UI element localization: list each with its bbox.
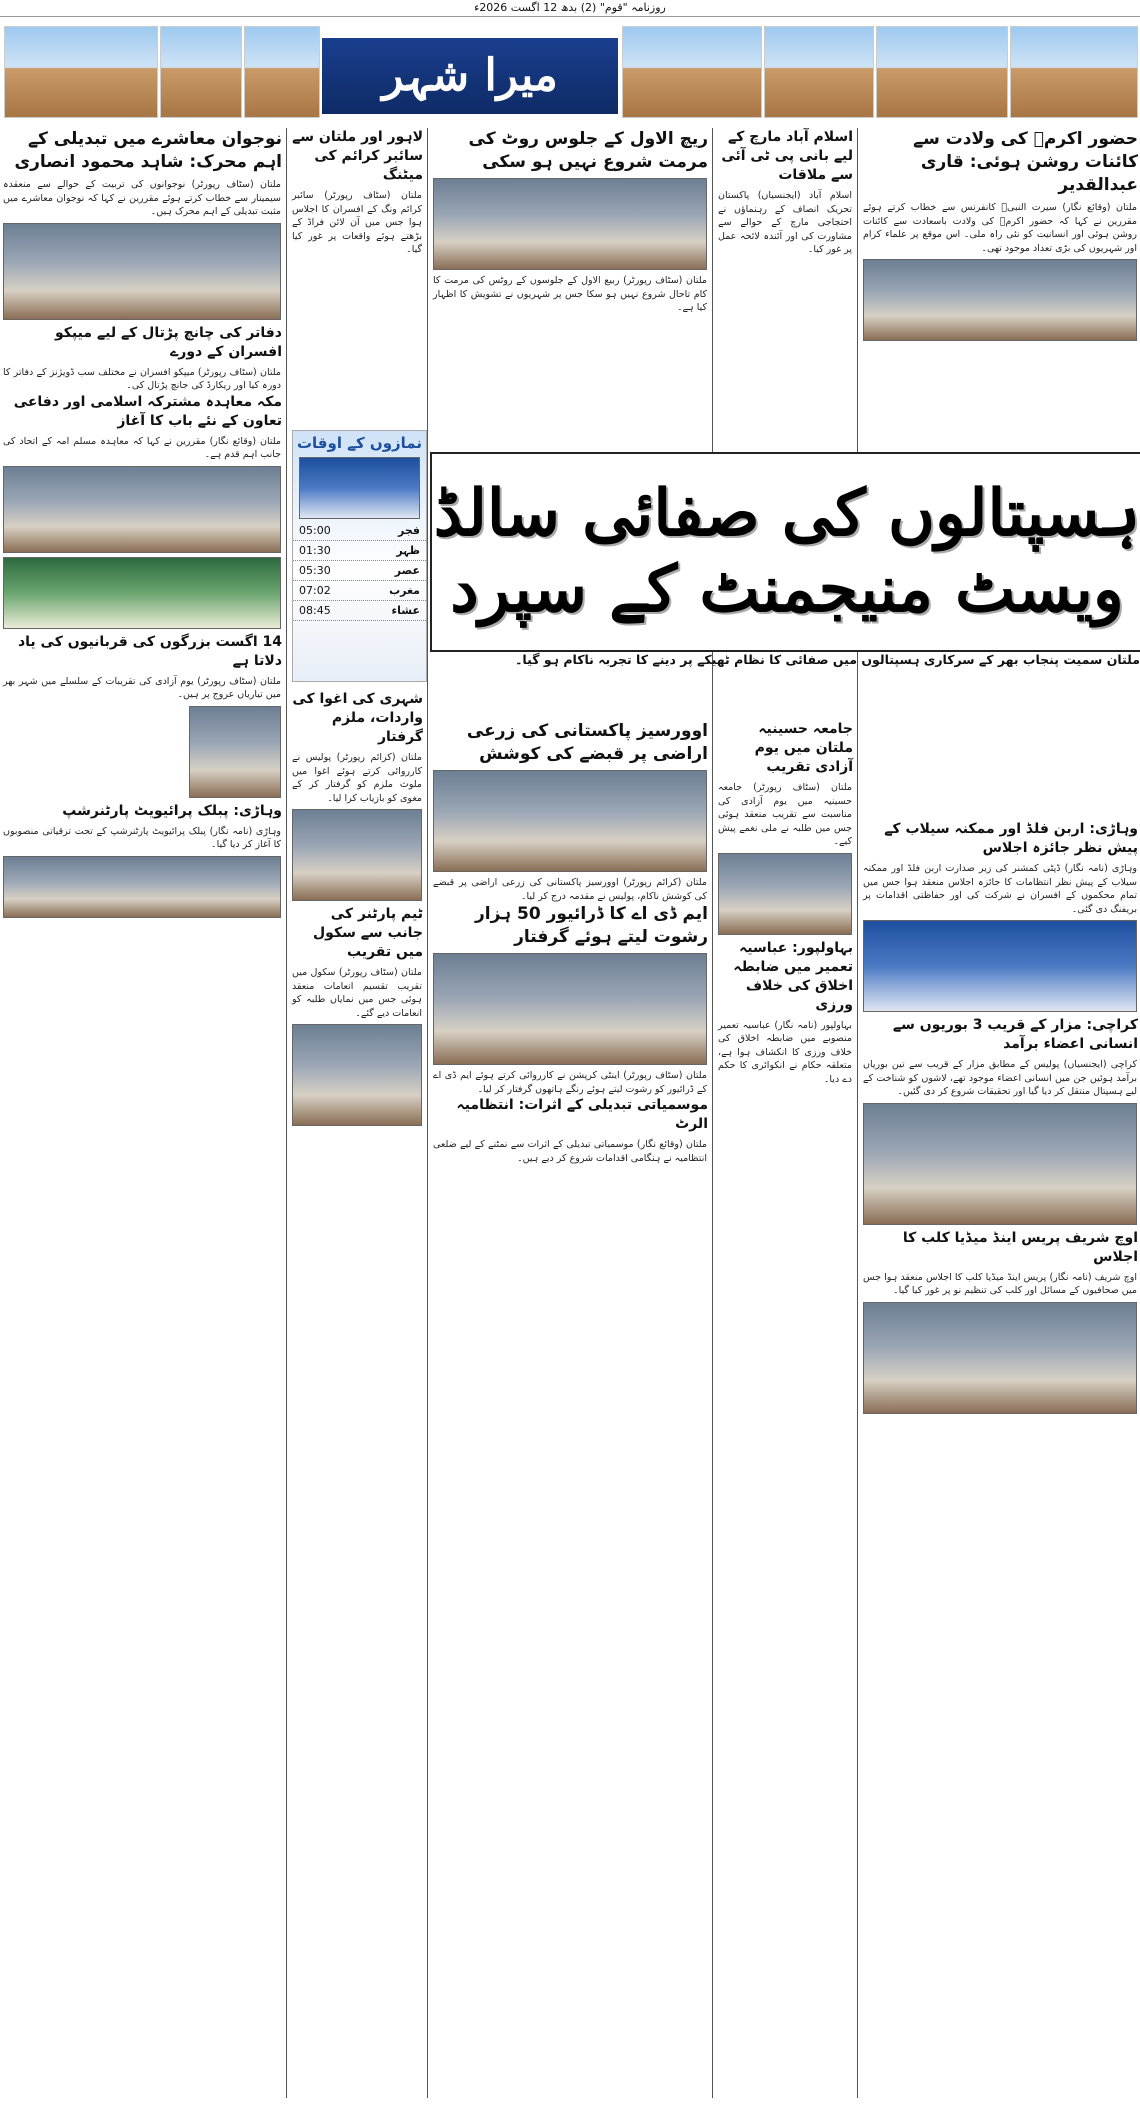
- article-body: ملتان (وقائع نگار) موسمیاتی تبدیلی کے اثرات سے نمٹنے کے لیے ضلعی انتظامیہ نے ہنگامی اقدامات شروع کر دیے ہیں۔: [433, 1139, 707, 1164]
- prayer-name: فجر: [398, 524, 420, 537]
- main-subline: ملتان سمیت پنجاب بھر کے سرکاری ہسپتالوں میں صفائی کا نظام ٹھیکے پر دینے کا تجربہ ناکام ہو گیا۔: [515, 652, 1140, 667]
- article-body: ملتان (سٹاف رپورٹر) ربیع الاول کے جلوسوں کے روٹس کی مرمت کا کام تاحال شروع نہیں ہو سکا جس پر شہریوں نے تشویش کا اظہار کیا ہے۔: [433, 275, 707, 313]
- photo-seminar: [3, 223, 281, 320]
- prayer-time: 08:45: [299, 604, 331, 617]
- masthead-photo-clocktower: [876, 26, 1008, 118]
- prayer-time: 05:00: [299, 524, 331, 537]
- prayer-row: [293, 581, 426, 601]
- main-headline-box: [430, 452, 1140, 652]
- photo-officials: [433, 178, 707, 270]
- column-rule: [286, 128, 287, 2098]
- headline: نوجوان معاشرے میں تبدیلی کے اہم محرک: شاہد محمود انصاری: [14, 129, 282, 172]
- headline: مکہ معاہدہ مشترکہ اسلامی اور دفاعی تعاون کے نئے باب کا آغاز: [13, 393, 282, 429]
- column-4-top: [289, 128, 425, 428]
- prayer-time: 01:30: [299, 544, 331, 557]
- headline: موسمیاتی تبدیلی کے اثرات: انتظامیہ الرٹ: [456, 1097, 708, 1132]
- article-body: بہاولپور (نامہ نگار) عباسیہ تعمیر منصوبے میں ضابطہ اخلاق کی خلاف ورزی کا انکشاف ہوا ہے، متعلقہ حکام نے انکوائری کا حکم دے دیا۔: [718, 1019, 852, 1085]
- column-3-lower: [430, 720, 710, 2090]
- column-rule: [712, 128, 713, 2098]
- headline: دفاتر کی چانچ پڑتال کے لیے میپکو افسران کے دورے: [55, 324, 282, 360]
- headline: جامعہ حسینیہ ملتان میں یوم آزادی تقریب: [754, 721, 853, 775]
- article-body: اوچ شریف (نامہ نگار) پریس اینڈ میڈیا کلب کا اجلاس منعقد ہوا جس میں صحافیوں کے مسائل اور کلب کی تنظیم نو پر غور کیا گیا۔: [863, 1271, 1137, 1296]
- article-body: ملتان (سٹاف رپورٹر) سکول میں تقریب تقسیم انعامات منعقد ہوئی جس میں نمایاں طلبہ کو انعامات دیے گئے۔: [292, 967, 422, 1019]
- prayer-times-box: [292, 430, 427, 682]
- headline: اوچ شریف پریس اینڈ میڈیا کلب کا اجلاس: [902, 1229, 1138, 1265]
- main-headline: ہسپتالوں کی صفائی سالڈ ویسٹ منیجمنٹ کے سپرد: [433, 476, 1140, 627]
- photo-meeting: [863, 920, 1137, 1012]
- headline: ٹیم پارٹنر کی جانب سے سکول میں تقریب: [313, 906, 423, 960]
- prayer-name: عشاء: [391, 604, 420, 617]
- headline: ایم ڈی اے کا ڈرائیور 50 ہزار رشوت لیتے ہوئے گرفتار: [474, 904, 708, 947]
- photo-police: [292, 1024, 422, 1126]
- column-4-lower: [289, 690, 425, 2090]
- header-line: روزنامہ "قوم" (2) بدھ 12 اگست 2026ء: [0, 0, 1140, 17]
- column-rule: [857, 128, 858, 2098]
- article-body: ملتان (سٹاف رپورٹر) نوجوانوں کی تربیت کے حوالے سے منعقدہ سیمینار سے خطاب کرتے ہوئے مقررین نے کہا کہ نوجوان معاشرے میں مثبت تبدیلی کے اہم محرک ہیں۔: [3, 179, 281, 217]
- photo-accused: [433, 953, 707, 1065]
- headline: شہری کی اغوا کی واردات، ملزم گرفتار: [292, 691, 423, 745]
- article-body: ملتان (سٹاف رپورٹر) میپکو افسران نے مختلف سب ڈویژنز کے دفاتر کا دورہ کیا اور ریکارڈ کی جانچ پڑتال کی۔: [3, 366, 281, 391]
- article-body: وہاڑی (نامہ نگار) ڈپٹی کمشنر کی زیر صدارت اربن فلڈ اور ممکنہ سیلاب کے پیش نظر انتظامات کا جائزہ اجلاس منعقد ہوا جس میں تمام محکموں کے افسران نے شرکت کی اور حفاظتی اقدامات پر بریفنگ دی گئی۔: [863, 863, 1137, 915]
- masthead: [0, 18, 1140, 122]
- article-body: اسلام آباد (ایجنسیاں) پاکستان تحریک انصاف کے رہنماؤں نے احتجاجی مارچ کے حوالے سے مشاورت کی اور آئندہ لائحہ عمل پر غور کیا۔: [718, 190, 852, 255]
- mosque-icon: [299, 457, 420, 519]
- column-2-top: [715, 128, 855, 448]
- photo-group: [863, 259, 1137, 341]
- column-1-top: [860, 128, 1140, 448]
- prayer-title: نمازوں کے اوقات: [296, 434, 423, 452]
- article-body: ملتان (سٹاف رپورٹر) جامعہ حسینیہ میں یوم آزادی کی مناسبت سے تقریب منعقد ہوئی جس میں طلبہ نے ملی نغمے پیش کیے۔: [718, 782, 852, 847]
- prayer-name: مغرب: [389, 584, 420, 597]
- headline: 14 اگست بزرگوں کی قربانیوں کی یاد دلاتا ہے: [17, 633, 282, 669]
- column-3-top: [430, 128, 710, 448]
- article-body: ملتان (کرائم رپورٹر) اوورسیز پاکستانی کی زرعی اراضی پر قبضے کی کوشش ناکام، پولیس نے مقدمہ درج کر لیا۔: [433, 877, 707, 902]
- photo-club: [863, 1302, 1137, 1414]
- prayer-row: [293, 541, 426, 561]
- photo-men: [292, 809, 422, 901]
- headline: وہاڑی: اربن فلڈ اور ممکنہ سیلاب کے پیش نظر جائزہ اجلاس: [884, 821, 1138, 856]
- headline: اوورسیز پاکستانی کی زرعی اراضی پر قبضے کی کوشش: [466, 721, 708, 764]
- photo-portrait: [189, 706, 281, 798]
- headline: وہاڑی: پبلک پرائیویٹ پارٹنرشپ: [62, 802, 282, 819]
- photo-students: [718, 853, 852, 935]
- masthead-title: میرا شہر: [322, 38, 618, 114]
- photo-woman: [433, 770, 707, 872]
- article-body: ملتان (وقائع نگار) مقررین نے کہا کہ معاہدہ مسلم امہ کے اتحاد کی جانب اہم قدم ہے۔: [3, 435, 281, 460]
- column-1-lower: [860, 820, 1140, 2090]
- headline: لاہور اور ملتان سے سائبر کرائم کی میٹنگ: [292, 129, 423, 183]
- article-body: ملتان (سٹاف رپورٹر) یوم آزادی کی تقریبات کے سلسلے میں شہر بھر میں تیاریاں عروج پر ہیں۔: [3, 675, 281, 700]
- masthead-photo-dome: [1010, 26, 1138, 118]
- headline: حضور اکرمؐ کی ولادت سے کائنات روشن ہوئی: قاری عبدالقدیر: [913, 129, 1138, 195]
- photo-advert: [3, 557, 281, 629]
- article-body: ملتان (سٹاف رپورٹر) اینٹی کرپشن نے کارروائی کرتے ہوئے ایم ڈی اے کے ڈرائیور کو رشوت لیتے ہوئے رنگے ہاتھوں گرفتار کر لیا۔: [433, 1070, 707, 1095]
- article-body: ملتان (کرائم رپورٹر) پولیس نے کارروائی کرتے ہوئے اغوا میں ملوث ملزم کو گرفتار کر کے مغوی کو بازیاب کرا لیا۔: [292, 752, 422, 804]
- headline: اسلام آباد مارچ کے لیے بانی پی ٹی آئی سے ملاقات: [721, 129, 853, 183]
- article-body: وہاڑی (نامہ نگار) پبلک پرائیویٹ پارٹنرشپ کے تحت ترقیاتی منصوبوں کا آغاز کر دیا گیا۔: [3, 825, 281, 850]
- prayer-name: ظہر: [396, 544, 420, 557]
- article-body: کراچی (ایجنسیاں) پولیس کے مطابق مزار کے قریب سے تین بوریاں برآمد ہوئیں جن میں انسانی اعضاء موجود تھے، لاشوں کو شناخت کے لیے ہسپتال منتقل کر دیا گیا اور تحقیقات شروع کر دی گئیں۔: [863, 1059, 1137, 1097]
- column-2-lower: [715, 720, 855, 2090]
- photo-partnership: [3, 856, 281, 918]
- prayer-row: [293, 521, 426, 541]
- photo-event: [863, 1103, 1137, 1225]
- headline: بہاولپور: عباسیہ تعمیر میں ضابطہ اخلاق کی خلاف ورزی: [733, 939, 853, 1013]
- column-rule: [427, 128, 428, 2098]
- masthead-photo-tower: [160, 26, 242, 118]
- prayer-time: 07:02: [299, 584, 331, 597]
- prayer-time: 05:30: [299, 564, 331, 577]
- prayer-row: [293, 561, 426, 581]
- column-5: [0, 128, 284, 2088]
- masthead-photo-fort: [244, 26, 320, 118]
- headline: ریچ الاول کے جلوس روٹ کی مرمت شروع نہیں ہو سکی: [468, 129, 708, 172]
- masthead-photo-mausoleum: [764, 26, 874, 118]
- prayer-row: [293, 601, 426, 621]
- masthead-photo-building: [4, 26, 158, 118]
- prayer-name: عصر: [394, 564, 420, 577]
- article-body: ملتان (وقائع نگار) سیرت النبیؐ کانفرنس سے خطاب کرتے ہوئے مقررین نے کہا کہ حضور اکرمؐ کی ولادت باسعادت سے کائنات روشن ہوئی اور انسانیت کو نئی راہ ملی۔ اس موقع پر علماء کرام اور شہریوں کی بڑی تعداد موجود تھی۔: [863, 202, 1137, 254]
- headline: کراچی: مزار کے قریب 3 بوریوں سے انسانی اعضاء برآمد: [892, 1017, 1138, 1052]
- photo-ceremony: [3, 466, 281, 553]
- masthead-photo-shrine: [622, 26, 762, 118]
- article-body: ملتان (سٹاف رپورٹر) سائبر کرائم ونگ کے افسران کا اجلاس ہوا جس میں آن لائن فراڈ کے بڑھتے ہوئے واقعات پر غور کیا گیا۔: [292, 190, 422, 255]
